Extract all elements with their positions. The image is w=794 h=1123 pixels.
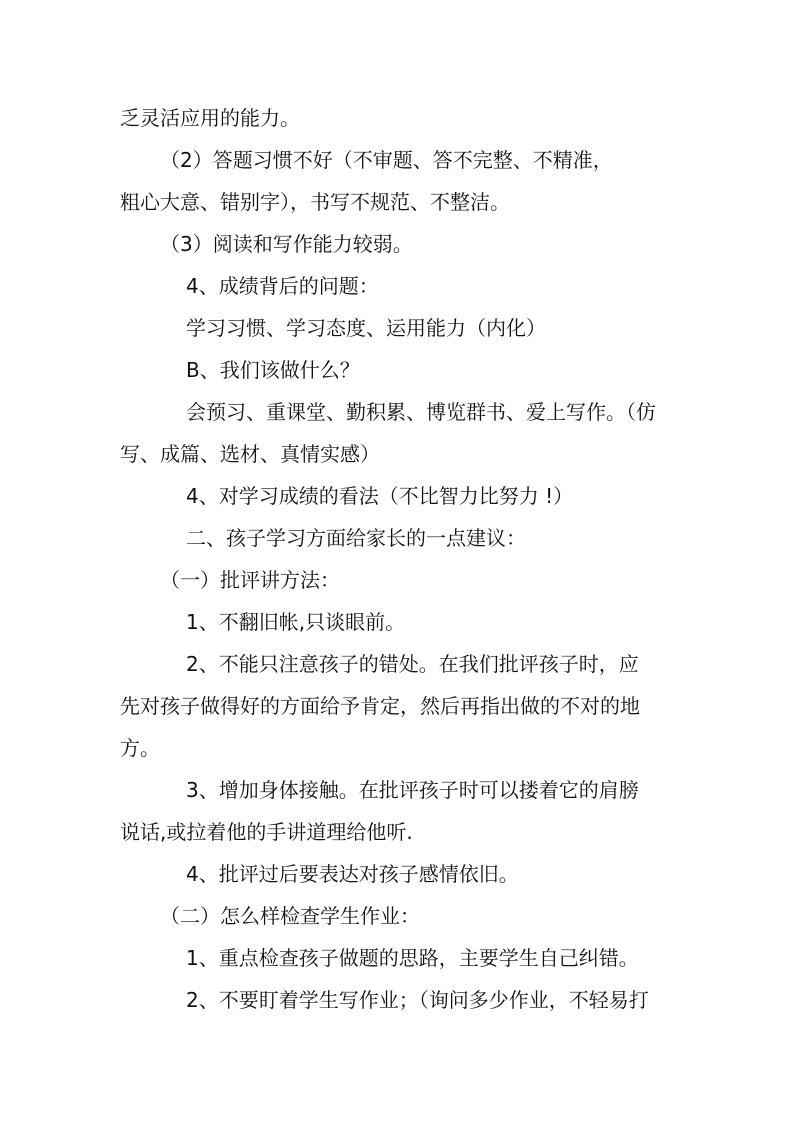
text-line: 写、成篇、选材、真情实感） — [120, 442, 380, 466]
text-line: 先对孩子做得好的方面给予肯定，然后再指出做的不对的地 — [120, 694, 640, 718]
text-line: （二）怎么样检查学生作业： — [160, 904, 420, 928]
text-line: 1、重点检查孩子做题的思路，主要学生自己纠错。 — [186, 946, 639, 970]
text-line: 4、批评过后要表达对孩子感情依旧。 — [186, 862, 519, 886]
text-line: （2）答题习惯不好（不审题、答不完整、不精准， — [160, 148, 613, 172]
text-line: 4、成绩背后的问题： — [186, 274, 379, 298]
text-line: B、我们该做什么？ — [186, 358, 360, 382]
text-line: 2、不能只注意孩子的错处。在我们批评孩子时，应 — [186, 652, 639, 676]
text-line: 二、孩子学习方面给家长的一点建议： — [186, 526, 526, 550]
text-line: 4、对学习成绩的看法（不比智力比努力 !） — [186, 484, 574, 508]
text-line: 2、不要盯着学生写作业；（询问多少作业，不轻易打 — [186, 988, 649, 1012]
text-line: 会预习、重课堂、勤积累、博览群书、爱上写作。（仿 — [186, 400, 656, 424]
text-line: 1、不翻旧帐,只谈眼前。 — [186, 610, 406, 634]
text-line: （一）批评讲方法： — [160, 568, 340, 592]
text-line: 方。 — [120, 736, 160, 760]
text-line: 粗心大意、错别字），书写不规范、不整洁。 — [120, 190, 510, 214]
text-line: 3、增加身体接触。在批评孩子时可以搂着它的肩膀 — [186, 778, 639, 802]
text-line: 学习习惯、学习态度、运用能力（内化） — [186, 316, 546, 340]
text-line: （3）阅读和写作能力较弱。 — [160, 232, 413, 256]
text-line: 乏灵活应用的能力。 — [120, 106, 300, 130]
text-line: 说话,或拉着他的手讲道理给他听. — [120, 820, 413, 844]
